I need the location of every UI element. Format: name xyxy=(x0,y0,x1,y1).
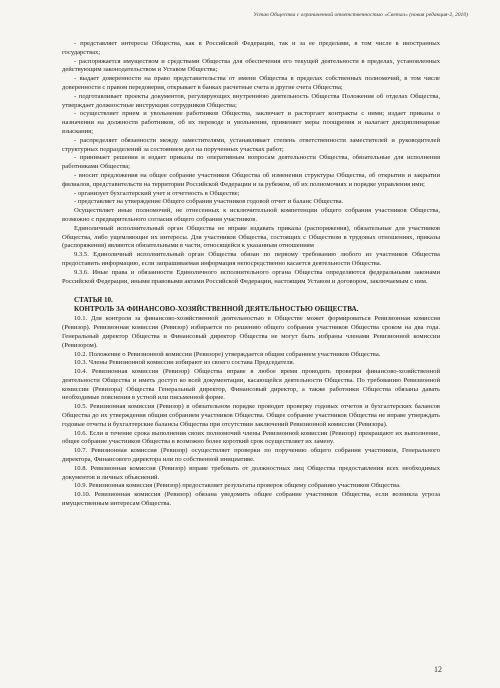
paragraph: - вносит предложения на общее собрание участников Общества об изменении структуры Общества, об открытии и закрытии филиалов, представительств на территории Российской Федерации и за рубежом, об их полномочиях и порядке управления ими; xyxy=(62,171,440,188)
paragraph: - распределяет обязанности между заместителями, устанавливает степень ответственности заместителей и руководителей структурных подразделений за состоянием дел на порученных участках работ; xyxy=(62,136,440,153)
page-content xyxy=(62,40,440,509)
paragraph: - распоряжается имуществом и средствами Общества для обеспечения его текущей деятельности в пределах, установленных действующим законодательством и Уставом Общества; xyxy=(62,57,440,74)
paragraph: Единоличный исполнительный орган Общества не вправе издавать приказы (распоряжения), обязательные для участников Общества, либо ущемляющие их интересы. Для участников Общества, состоящих с Обществом в трудовых отношениях, приказы (распоряжения) являются обязательными в части, относящейся к указанным отношениям xyxy=(62,224,440,250)
paragraph: 10.5. Ревизионная комиссия (Ревизор) в обязательном порядке проводит проверку годовых отчетов и бухгалтерских балансов Общества до их утверждения общим собранием участников Общества. Общее собрание участников Общества не вправе утверждать годовые отчеты и бухгалтерские балансы Общества при отсутствии заключений Ревизионной комиссии (Ревизора). xyxy=(62,403,440,428)
paragraph: 10.1. Для контроля за финансово-хозяйственной деятельностью в Обществе может формироваться Ревизионная комиссия (Ревизор). Ревизионная комиссия (Ревизор) избирается по решению общего собрания участников Общества сроком на два года. Генеральный директор Общества и Финансовый директор Общества не могут быть избраны членами Ревизионной комиссии (Ревизором). xyxy=(62,315,440,349)
running-header: Устав Общества с ограниченной ответственностью «Светал» (новая редакция-2, 2010) xyxy=(253,12,468,18)
paragraph: - подготавливает проекты документов, регулирующих внутреннюю деятельность Общества Положения об отделах Общества, утверждает должностные инструкции сотрудников Общества; xyxy=(62,92,440,109)
paragraph: 10.7. Ревизионная комиссия (Ревизор) осуществляет проверки по поручению общего собрания участников, Генерального директора, Финансового директора или по собственной инициативе. xyxy=(62,447,440,464)
page-number: 12 xyxy=(434,665,442,674)
article-title: КОНТРОЛЬ ЗА ФИНАНСОВО-ХОЗЯЙСТВЕННОЙ ДЕЯТЕЛЬНОСТЬЮ ОБЩЕСТВА. xyxy=(74,305,359,314)
paragraph: 10.3. Члены Ревизионной комиссии избирают из своего состава Председателя. xyxy=(74,359,295,367)
paragraph: - организует бухгалтерский учет и отчетность в Обществе; xyxy=(74,189,240,197)
paragraph: 10.6. Если в течение срока выполнения своих полномочий члены Ревизионной комиссии (Ревизор) прекращают их выполнение, общее собрание участников Общества в возможно более короткий срок осуществляет их замену. xyxy=(62,429,440,446)
paragraph: 10.10. Ревизионная комиссия (Ревизор) обязана уведомить общее собрание участников Общества, если возникла угроза имущественным интересам Общества. xyxy=(62,491,440,508)
paragraph: 10.4. Ревизионная комиссия (Ревизор) Общества вправе в любое время проводить проверки финансово-хозяйственной деятельности Общества и иметь доступ ко всей документации, касающейся деятельности Общества. По требованию Ревизионной комиссии (Ревизора) Общества Генеральный директор, Финансовый директор, а также работники Общества обязаны давать необходимые пояснения в устной или письменной форме. xyxy=(62,368,440,402)
paragraph: 9.3.5. Единоличный исполнительный орган Общества обязан по первому требованию любого из участников Общества предоставить информацию, если запрашиваемая информация непосредственно касается деятельности Общества. xyxy=(62,251,440,267)
paragraph: Осуществляет иные полномочий, не отнесенных к исключительной компетенции общего собрания участников Общества, возможно с предварительного согласия общего собрания участников. xyxy=(62,207,440,223)
paragraph: - представляет на утверждение Общего собрания участников годовой отчет и баланс Общества. xyxy=(74,198,344,206)
paragraph: - принимает решения и издает приказы по оперативным вопросам деятельности Общества, обязательные для исполнения работниками Общества; xyxy=(62,154,440,171)
paragraph: 10.2. Положение о Ревизионной комиссии (Ревизоре) утверждается общим собранием участников Общества. xyxy=(74,350,381,358)
paragraph: - представляет интересы Общества, как в Российской Федерации, так и за ее пределами, в том числе в иностранных государствах; xyxy=(62,40,440,56)
paragraph: 9.3.6. Иные права и обязанности Единоличного исполнительного органа Общества определяются федеральными законами Российской Федерации, иными правовыми актами Российской Федерации, настоящим Уставом и договором, заключаемым с ним. xyxy=(62,268,440,285)
article-number: СТАТЬЯ 10. xyxy=(74,296,113,305)
paragraph: 10.9. Ревизионная комиссия (Ревизор) предоставляет результаты проверок общему собранию участников Общества. xyxy=(74,482,401,490)
paragraph: - выдает доверенности на право представительства от имени Общества в пределах собственных полномочий, в том числе доверенности с правом передоверия, открывает в банках расчетные счета и другие счета Общества; xyxy=(62,75,440,91)
paragraph: 10.8. Ревизионная комиссия (Ревизор) вправе требовать от должностных лиц Общества предоставления всех необходимых документов и личных объяснений. xyxy=(62,464,440,481)
paragraph: - осуществляет прием и увольнение работников Общества, заключает и расторгает контракты с ними; издает приказы о назначении на должности работников, об их переводе и увольнении, применяет меры поощрения и налагает дисциплинарные взыскания; xyxy=(62,110,440,135)
